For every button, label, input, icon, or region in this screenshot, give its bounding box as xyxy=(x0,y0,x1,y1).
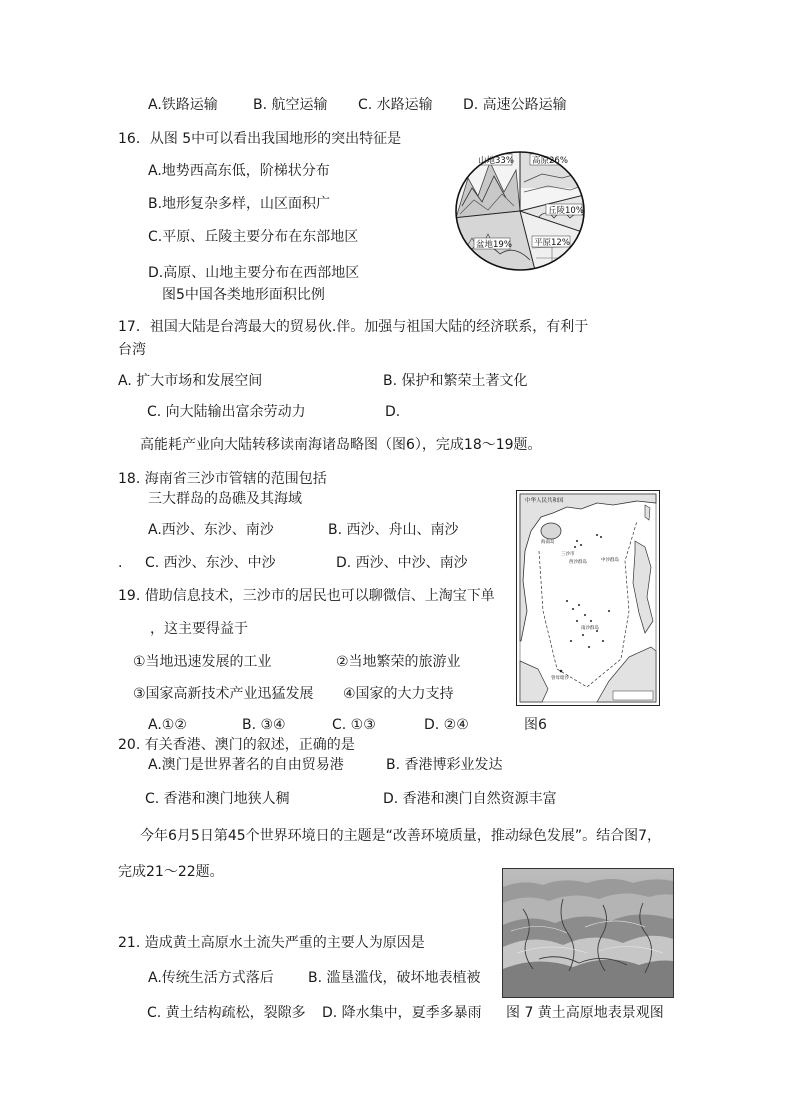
q17-option-a: A. 扩大市场和发展空间 xyxy=(118,373,263,389)
q15-option-a: A.铁路运输 xyxy=(148,97,218,113)
q19-statement-1: ①当地迅速发展的工业 xyxy=(133,654,272,670)
map-label-prc: 中华人民共和国 xyxy=(525,498,564,504)
intro-21-line1: 今年6月5日第45个世界环境日的主题是“改善环境质量，推动绿色发展”。结合图7， xyxy=(140,828,662,844)
loess-drawing xyxy=(503,869,673,997)
q19-statement-2: ②当地繁荣的旅游业 xyxy=(336,654,461,670)
q18-option-a: A.西沙、东沙、南沙 xyxy=(148,522,274,538)
q15-option-b: B. 航空运输 xyxy=(253,97,328,113)
q17-option-c: C. 向大陆输出富余劳动力 xyxy=(147,404,306,420)
q20-option-a: A.澳门是世界著名的自由贸易港 xyxy=(148,757,344,773)
map-label-nansha: 南沙群岛 xyxy=(581,626,599,631)
q16-option-a: A.地势西高东低，阶梯状分布 xyxy=(148,163,330,179)
q18-stray-mark: . xyxy=(118,555,123,571)
map-label-zengmu: 曾母暗沙 xyxy=(551,676,569,681)
q17-option-d: D. xyxy=(385,404,401,420)
figure-7-caption: 图 7 黄土高原地表景观图 xyxy=(506,1005,664,1021)
q17-stem-line1: 17．祖国大陆是台湾最大的贸易伙.伴。加强与祖国大陆的经济联系，有利于 xyxy=(118,319,589,335)
q21-stem: 21. 造成黄土高原水土流失严重的主要人为原因是 xyxy=(118,935,425,951)
q16-stem: 16．从图 5中可以看出我国地形的突出特征是 xyxy=(118,131,402,147)
q16-option-c: C.平原、丘陵主要分布在东部地区 xyxy=(148,229,359,245)
pie-label-plain: 平原12% xyxy=(534,238,570,248)
q18-option-c: C. 西沙、东沙、中沙 xyxy=(145,555,276,571)
q15-option-c: C. 水路运输 xyxy=(358,97,433,113)
q16-option-d: D.高原、山地主要分布在西部地区 xyxy=(148,265,360,281)
q19-option-d: D. ②④ xyxy=(424,717,469,733)
q20-option-b: B. 香港博彩业发达 xyxy=(386,757,503,773)
q20-option-d: D. 香港和澳门自然资源丰富 xyxy=(383,791,557,807)
q21-option-c: C. 黄土结构疏松，裂隙多 xyxy=(147,1005,306,1021)
q19-stem-line2: ，这主要得益于 xyxy=(150,621,248,637)
map-label-sansha: 三沙市 xyxy=(561,552,575,557)
q19-stem-line1: 19. 借助信息技术，三沙市的居民也可以聊微信、上淘宝下单 xyxy=(118,588,495,604)
q18-stem-line1: 18. 海南省三沙市管辖的范围包括 xyxy=(118,471,327,487)
q16-option-b: B.地形复杂多样，山区面积广 xyxy=(148,196,331,212)
q21-option-d: D. 降水集中，夏季多暴雨 xyxy=(322,1005,482,1021)
intro-21-line2: 完成21～22题。 xyxy=(118,864,224,880)
q19-option-a: A.①② xyxy=(148,717,187,733)
q19-statement-3: ③国家高新技术产业迅猛发展 xyxy=(133,686,314,702)
q17-option-b: B. 保护和繁荣土著文化 xyxy=(383,373,528,389)
map-label-hainan: 海南岛 xyxy=(541,540,555,545)
q18-stem-line2: 三大群岛的岛礁及其海域 xyxy=(148,491,302,507)
pie-label-mountain: 山地33% xyxy=(478,156,514,166)
q18-option-d: D. 西沙、中沙、南沙 xyxy=(336,555,468,571)
pie-label-basin: 盆地19% xyxy=(476,240,512,250)
figure-5-landform-pie xyxy=(452,148,588,274)
q17-option-d-continued: 高能耗产业向大陆转移读南海诸岛略图（图6），完成18～19题。 xyxy=(140,437,542,453)
pie-label-hills: 丘陵10% xyxy=(548,206,584,216)
pie-label-plateau: 高原26% xyxy=(532,156,568,166)
map-label-zhongsha: 中沙群岛 xyxy=(601,558,619,563)
q18-option-b: B. 西沙、舟山、南沙 xyxy=(328,522,459,538)
figure-6-label: 图6 xyxy=(524,717,547,733)
figure-6-south-china-sea-map xyxy=(516,490,660,706)
figure-5-caption: 图5中国各类地形面积比例 xyxy=(162,287,325,303)
map-drawing xyxy=(517,491,659,705)
q21-option-a: A.传统生活方式落后 xyxy=(148,970,274,986)
figure-7-loess-plateau-photo xyxy=(502,868,674,998)
q15-option-d: D. 高速公路运输 xyxy=(463,97,567,113)
map-label-xisha: 西沙群岛 xyxy=(569,560,587,565)
q20-stem: 20. 有关香港、澳门的叙述，正确的是 xyxy=(118,737,355,753)
q19-option-c: C. ①③ xyxy=(332,717,376,733)
q19-statement-4: ④国家的大力支持 xyxy=(343,686,454,702)
q21-option-b: B. 滥垦滥伐，破坏地表植被 xyxy=(308,970,481,986)
q20-option-c: C. 香港和澳门地狭人稠 xyxy=(145,791,290,807)
q19-option-b: B. ③④ xyxy=(242,717,286,733)
q17-stem-line2: 台湾 xyxy=(118,342,146,358)
